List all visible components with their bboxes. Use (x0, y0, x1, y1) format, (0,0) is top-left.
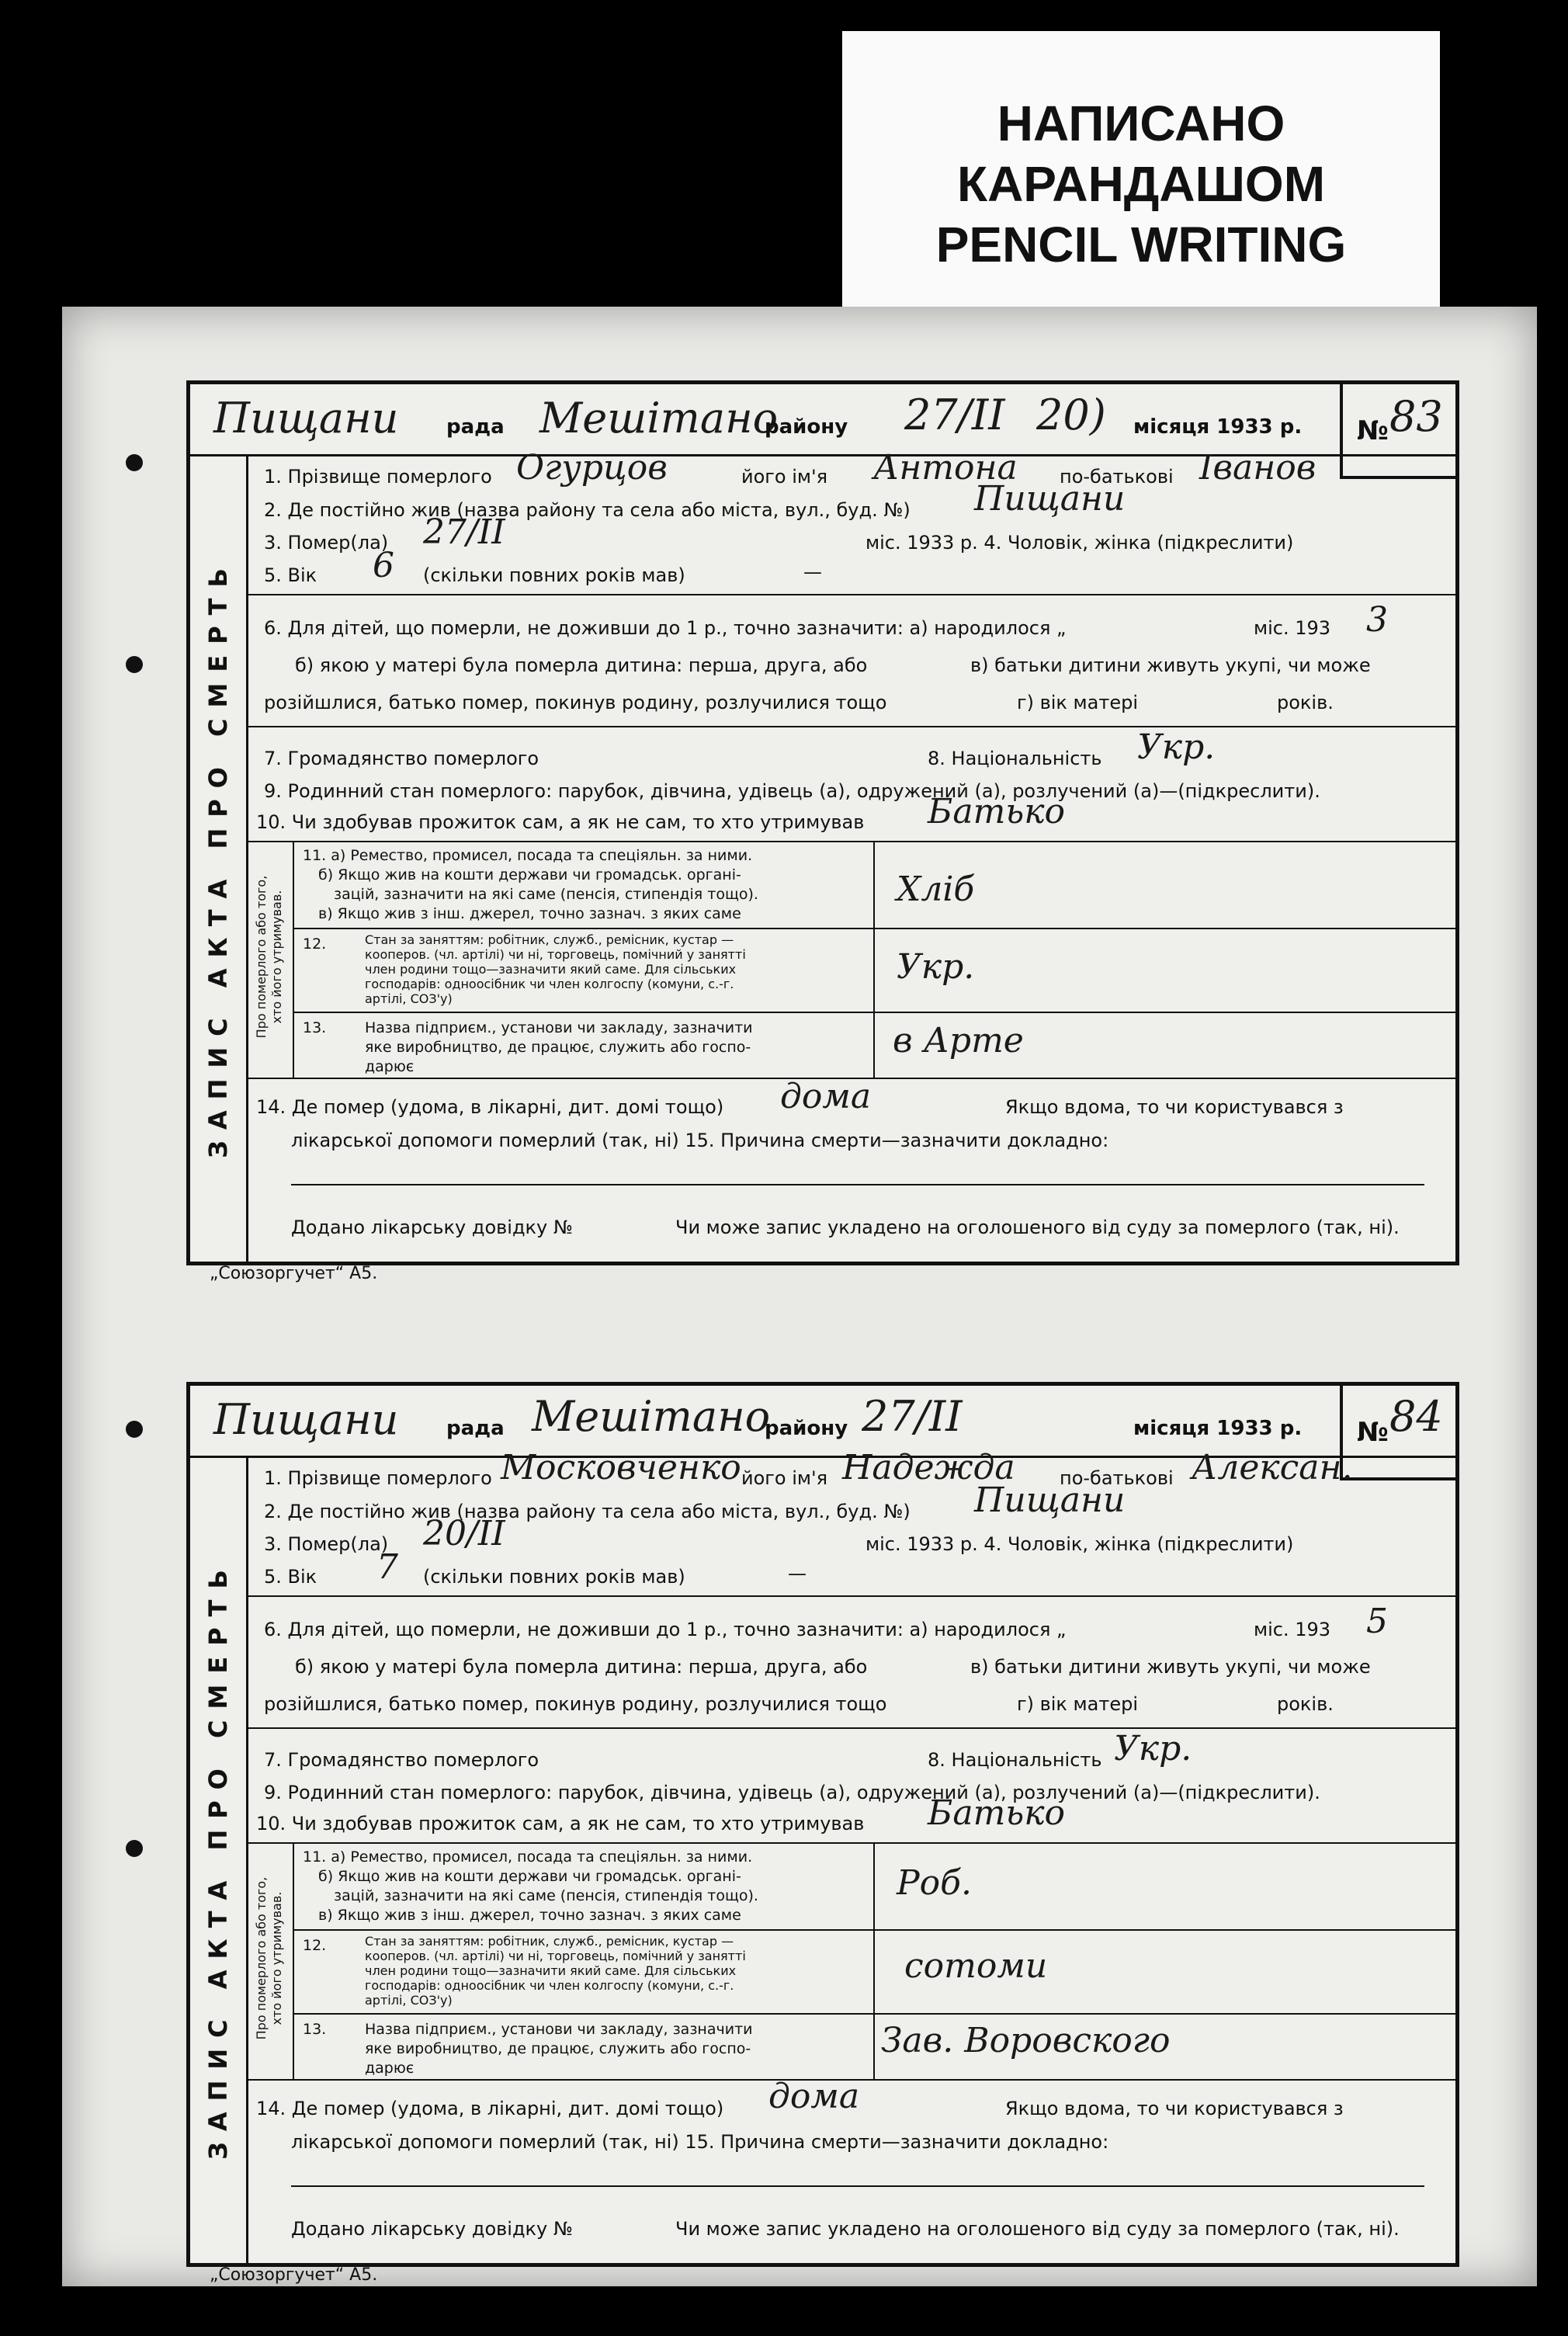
cause-label: лікарської допомоги померлий (так, ні) 15. Причина смерти—зазначити докладно: (291, 2131, 1109, 2153)
occupation-value: Роб. (897, 1863, 972, 1903)
child-order-label: б) якою у матері була померла дитина: перша, друга, або (295, 654, 868, 676)
citizenship-label: 7. Громадянство померлого (264, 748, 539, 769)
died-label: 3. Помер(ла) (264, 1533, 389, 1555)
age-dash: — (803, 561, 822, 583)
month-label: місяця 1933 р. (1133, 415, 1303, 439)
month-label: місяця 1933 р. (1133, 1417, 1303, 1440)
parents-label: в) батьки дитини живуть укупі, чи може (970, 1656, 1371, 1678)
status-number: 12. (303, 1937, 327, 1954)
status-value: Укр. (897, 947, 975, 987)
child-born-year-label: міс. 193 (1254, 1619, 1331, 1640)
cause-label: лікарської допомоги померлий (так, ні) 15. Причина смерти—зазначити докладно: (291, 1130, 1109, 1151)
patronymic-label: по-батькові (1060, 1467, 1174, 1489)
status-label-e: артілі, СОЗ'у) (365, 1993, 453, 2008)
supporter-label: 10. Чи здобував прожиток сам, а як не сам, то хто утримував (256, 811, 865, 833)
status-label-c: член родини тощо—зазначити який саме. Для сільських (365, 1963, 737, 1978)
mother-age-label: г) вік матері (1017, 692, 1138, 713)
child-born-year: 3 (1366, 600, 1388, 640)
name-label: його ім'я (741, 466, 828, 488)
punch-hole (126, 454, 143, 471)
death-record-form-1 (186, 380, 1459, 1265)
workplace-number: 13. (303, 2021, 327, 2038)
age-dash: — (788, 1563, 807, 1585)
vertical-title: ЗАПИС АКТА ПРО СМЕРТЬ (203, 557, 233, 1158)
occupation-label-b2: зацій, зазначити на які саме (пенсія, стипендія тощо). (334, 886, 758, 903)
residence-value: Пищани (974, 1480, 1126, 1520)
status-label-a: Стан за заняттям: робітник, служб., ремісник, кустар — (365, 932, 734, 947)
pencil-writing-notice (842, 31, 1440, 326)
day-value: 27/II (862, 1392, 963, 1441)
residence-value: Пищани (974, 479, 1126, 519)
punch-hole (126, 1840, 143, 1857)
nationality-label: 8. Національність (928, 748, 1102, 769)
number-label: № (1357, 1417, 1389, 1448)
age-value: 6 (373, 546, 394, 585)
surname-label: 1. Прізвище померлого (264, 1467, 492, 1489)
side-note (254, 842, 285, 1071)
home-care-label: Якщо вдома, то чи користувався з (1005, 2098, 1344, 2119)
workplace-number: 13. (303, 1019, 327, 1036)
age-value: 7 (376, 1547, 398, 1587)
place-death-label: 14. Де помер (удома, в лікарні, дит. домі тощо) (256, 1096, 724, 1118)
died-month-label: міс. 1933 р. 4. Чоловік, жінка (підкреслити) (866, 532, 1294, 554)
court-label: Чи може запис укладено на оголошеного від суду за померлого (так, ні). (675, 2218, 1400, 2240)
name-value: Антона (873, 448, 1018, 488)
age-label: 5. Вік (264, 1566, 317, 1588)
side-note-2: хто його утримував. (269, 890, 284, 1024)
citizenship-label: 7. Громадянство померлого (264, 1749, 539, 1771)
name-label: його ім'я (741, 1467, 828, 1489)
side-note-2: хто його утримував. (269, 1891, 284, 2025)
child-born-year-label: міс. 193 (1254, 617, 1331, 639)
nationality-value: Укр. (1137, 727, 1216, 767)
punch-hole (126, 1421, 143, 1438)
occupation-label-c: в) Якщо жив з інш. джерел, точно зазнач. з яких саме (318, 905, 741, 922)
notice-line-2: КАРАНДАШОМ (957, 156, 1325, 212)
occupation-label-a: 11. а) Ремество, промисел, посада та спеціяльн. за ними. (303, 1848, 753, 1866)
surname-value: Московченко (501, 1448, 741, 1487)
age-note: (скільки повних років мав) (423, 564, 685, 586)
printer-mark-2: „Союзоргучет“ А5. (210, 2265, 378, 2285)
name-value: Надежда (842, 1448, 1015, 1487)
nationality-label: 8. Національність (928, 1749, 1102, 1771)
child-born-label: 6. Для дітей, що померли, не доживши до 1 р., точно зазначити: а) народилося „ (264, 1619, 1067, 1640)
occupation-label-c: в) Якщо жив з інш. джерел, точно зазнач. з яких саме (318, 1907, 741, 1924)
status-number: 12. (303, 935, 327, 953)
years-label: років. (1277, 1693, 1334, 1715)
record-number: 84 (1389, 1392, 1443, 1441)
status-label-c: член родини тощо—зазначити який саме. Для сільських (365, 962, 737, 977)
child-born-label: 6. Для дітей, що померли, не доживши до 1 р., точно зазначити: а) народилося „ (264, 617, 1067, 639)
residence-label: 2. Де постійно жив (назва району та села або міста, вул., буд. №) (264, 499, 911, 521)
rayon-value: Мешітано (532, 1392, 771, 1441)
died-value: 27/II (423, 512, 505, 552)
workplace-label-a: Назва підприєм., установи чи закладу, зазначити (365, 1019, 753, 1036)
occupation-label-b: б) Якщо жив на кошти держави чи громадськ. органі- (318, 866, 741, 883)
rayon-label: району (765, 415, 848, 439)
rada-value: Пищани (213, 1395, 399, 1444)
status-label-d: господарів: одноосібник чи член колгоспу (комуни, с.-г. (365, 1978, 734, 1993)
rayon-label: району (765, 1417, 848, 1440)
number-label: № (1357, 415, 1389, 446)
surname-label: 1. Прізвище померлого (264, 466, 492, 488)
rada-label: рада (446, 1417, 505, 1440)
punch-hole (126, 656, 143, 673)
status-label-d: господарів: одноосібник чи член колгоспу (комуни, с.-г. (365, 977, 734, 991)
record-number-box (1340, 384, 1455, 479)
marital-label: 9. Родинний стан померлого: парубок, дівчина, удівець (а), одружений (а), розлучений (а)—(підкреслити). (264, 780, 1320, 802)
certificate-label: Додано лікарську довідку № (291, 2218, 573, 2240)
status-label-a: Стан за заняттям: робітник, служб., ремісник, кустар — (365, 1934, 734, 1949)
workplace-label-b: яке виробництво, де працює, служить або госпо- (365, 1039, 751, 1056)
workplace-label-c: дарює (365, 1058, 415, 1075)
age-label: 5. Вік (264, 564, 317, 586)
child-order-label: б) якою у матері була померла дитина: перша, друга, або (295, 1656, 868, 1678)
supporter-value: Батько (928, 792, 1066, 831)
place-death-value: дома (780, 1077, 872, 1116)
parents-label: в) батьки дитини живуть укупі, чи може (970, 654, 1371, 676)
occupation-label-b2: зацій, зазначити на які саме (пенсія, стипендія тощо). (334, 1887, 758, 1904)
day-value: 27/II (904, 390, 1005, 439)
vertical-title-strip (190, 1456, 248, 2263)
rayon-value: Мешітано (539, 394, 779, 443)
form-header (190, 384, 1455, 456)
side-note-1: Про померлого або того, (254, 875, 269, 1039)
status-label-e: артілі, СОЗ'у) (365, 991, 453, 1006)
home-care-label: Якщо вдома, то чи користувався з (1005, 1096, 1344, 1118)
record-number-box (1340, 1386, 1455, 1480)
side-note-1: Про померлого або того, (254, 1876, 269, 2040)
nationality-value: Укр. (1114, 1729, 1192, 1768)
years-label: років. (1277, 692, 1334, 713)
workplace-label-a: Назва підприєм., установи чи закладу, зазначити (365, 2021, 753, 2038)
record-number: 83 (1389, 392, 1443, 441)
parents-status-label: розійшлися, батько помер, покинув родину, розлучилися тощо (264, 692, 887, 713)
workplace-label-b: яке виробництво, де працює, служить або госпо- (365, 2040, 751, 2057)
patronymic-label: по-батькові (1060, 466, 1174, 488)
workplace-value: в Арте (893, 1021, 1024, 1060)
vertical-title-strip (190, 454, 248, 1262)
status-value: сотоми (904, 1946, 1048, 1986)
workplace-label-c: дарює (365, 2060, 415, 2077)
status-label-b: кооперов. (чл. артілі) чи ні, торговець, помічний у занятті (365, 1949, 746, 1963)
occupation-label-a: 11. а) Ремество, промисел, посада та спеціяльн. за ними. (303, 847, 753, 864)
notice-line-1: НАПИСАНО (997, 95, 1285, 151)
patronymic-value: Іванов (1199, 448, 1316, 488)
place-death-label: 14. Де помер (удома, в лікарні, дит. домі тощо) (256, 2098, 724, 2119)
occupation-label-b: б) Якщо жив на кошти держави чи громадськ. органі- (318, 1868, 741, 1885)
rada-value: Пищани (213, 394, 399, 443)
certificate-label: Додано лікарську довідку № (291, 1217, 573, 1238)
death-record-form-2 (186, 1382, 1459, 2267)
printer-mark-1: „Союзоргучет“ А5. (210, 1264, 378, 1283)
residence-label: 2. Де постійно жив (назва району та села або міста, вул., буд. №) (264, 1501, 911, 1522)
rada-label: рада (446, 415, 505, 439)
died-month-label: міс. 1933 р. 4. Чоловік, жінка (підкреслити) (866, 1533, 1294, 1555)
notice-line-3: PENCIL WRITING (935, 217, 1347, 272)
patronymic-value: Алексан. (1192, 1448, 1353, 1487)
died-label: 3. Помер(ла) (264, 532, 389, 554)
surname-value: Огурцов (516, 448, 668, 488)
court-label: Чи може запис укладено на оголошеного від суду за померлого (так, ні). (675, 1217, 1400, 1238)
parents-status-label: розійшлися, батько помер, покинув родину, розлучилися тощо (264, 1693, 887, 1715)
side-note (254, 1844, 285, 2073)
mother-age-label: г) вік матері (1017, 1693, 1138, 1715)
supporter-label: 10. Чи здобував прожиток сам, а як не сам, то хто утримував (256, 1813, 865, 1834)
marital-label: 9. Родинний стан померлого: парубок, дівчина, удівець (а), одружений (а), розлучений (а)—(підкреслити). (264, 1782, 1320, 1803)
status-label-b: кооперов. (чл. артілі) чи ні, торговець, помічний у занятті (365, 947, 746, 962)
vertical-title: ЗАПИС АКТА ПРО СМЕРТЬ (203, 1559, 233, 2160)
place-death-value: дома (768, 2077, 860, 2116)
age-note: (скільки повних років мав) (423, 1566, 685, 1588)
workplace-value: Зав. Воровского (881, 2021, 1171, 2060)
child-born-year: 5 (1366, 1602, 1388, 1641)
died-value: 20/II (423, 1514, 505, 1553)
supporter-value: Батько (928, 1793, 1066, 1833)
reg-value: 20) (1036, 390, 1106, 439)
occupation-value: Хліб (897, 869, 975, 909)
